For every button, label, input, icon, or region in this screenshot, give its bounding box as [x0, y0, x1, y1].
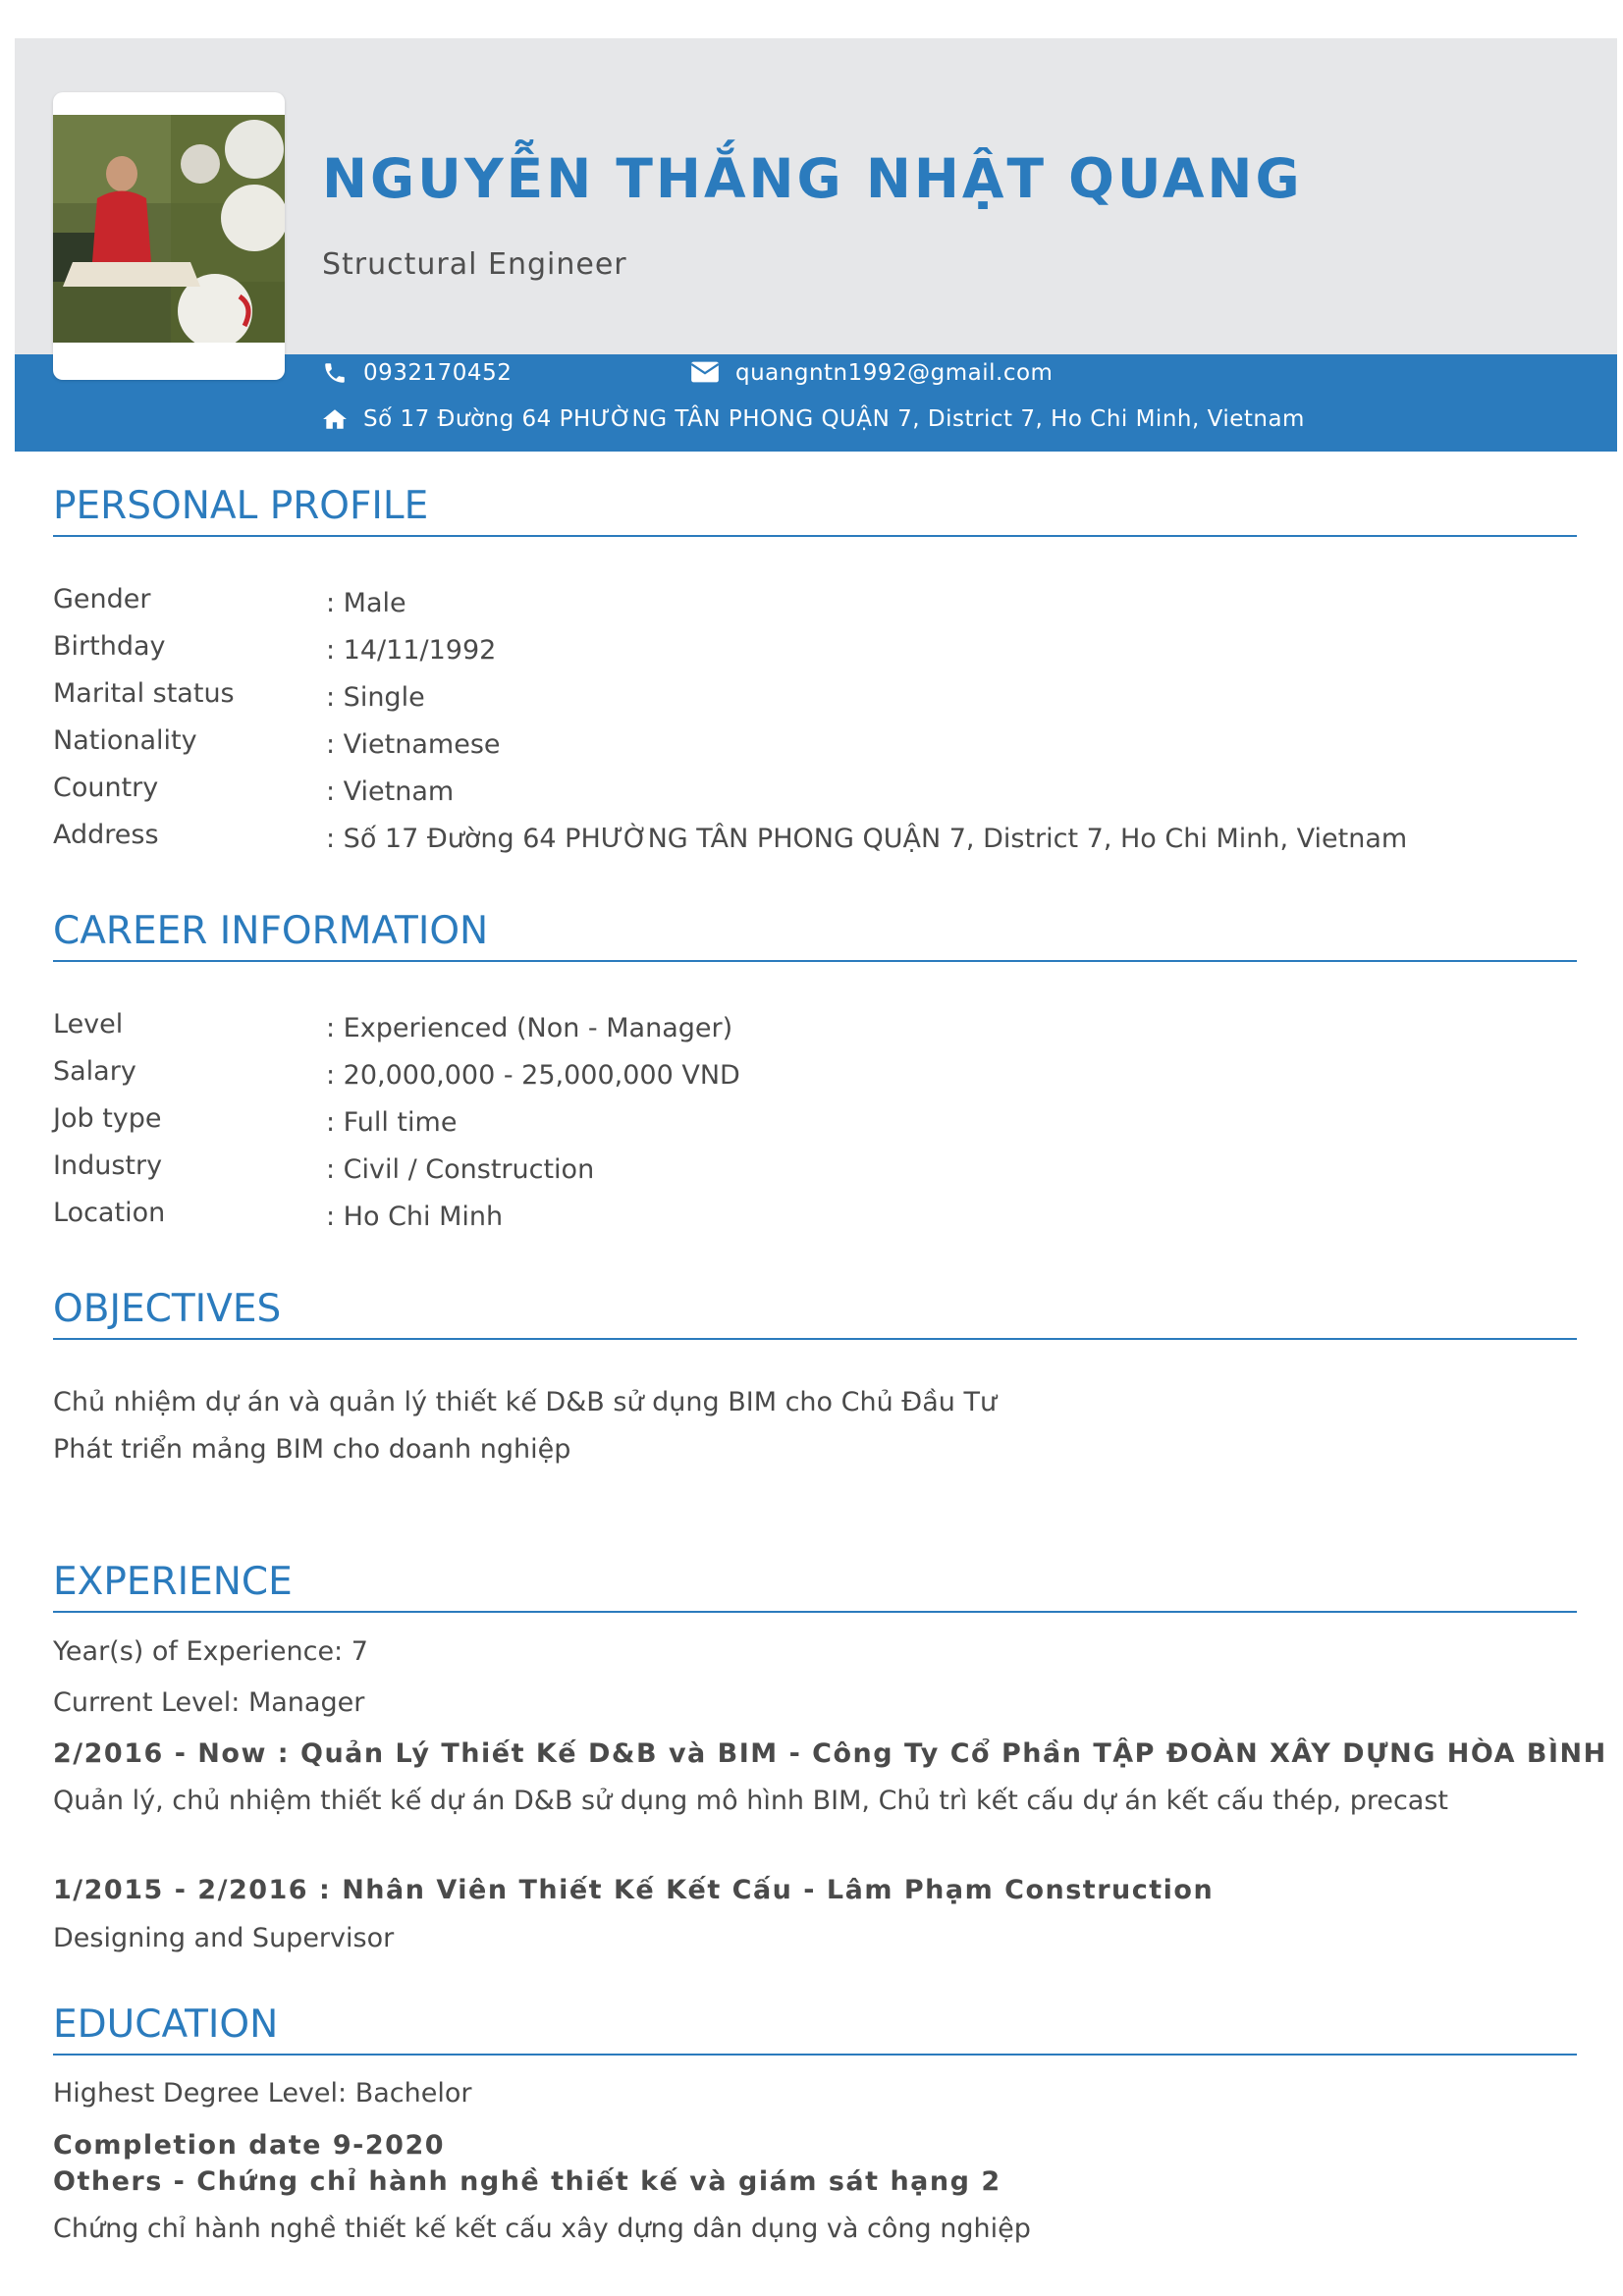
highest-degree: Highest Degree Level: Bachelor	[53, 2078, 472, 2109]
career-label: Job type	[53, 1103, 162, 1134]
email-address: quangntn1992@gmail.com	[735, 360, 1054, 386]
career-row-salary	[53, 1048, 740, 1095]
profile-photo-card	[53, 92, 285, 380]
profile-label: Country	[53, 773, 159, 803]
career-value: : Experienced (Non - Manager)	[326, 1013, 733, 1043]
profile-label: Address	[53, 820, 159, 850]
career-label: Level	[53, 1009, 124, 1040]
phone-icon	[322, 360, 348, 386]
profile-label: Birthday	[53, 631, 166, 662]
profile-row-nationality	[53, 718, 1407, 765]
profile-value: : Số 17 Đường 64 PHƯỜNG TÂN PHONG QUẬN 7, District 7, Ho Chi Minh, Vietnam	[326, 824, 1408, 854]
envelope-icon	[690, 360, 720, 386]
profile-value: : Male	[326, 588, 406, 618]
current-level: Current Level: Manager	[53, 1687, 365, 1718]
career-information-list	[53, 1001, 740, 1237]
address-contact	[322, 406, 1305, 432]
objective-line: Phát triển mảng BIM cho doanh nghiệp	[53, 1434, 571, 1465]
years-of-experience: Year(s) of Experience: 7	[53, 1636, 368, 1667]
profile-value: : Vietnam	[326, 776, 455, 807]
career-information-heading: CAREER INFORMATION	[53, 909, 1577, 962]
career-label: Salary	[53, 1056, 136, 1087]
career-row-location	[53, 1190, 740, 1237]
profile-label: Marital status	[53, 678, 235, 709]
job-heading: 2/2016 - Now : Quản Lý Thiết Kế D&B và BIM - Công Ty Cổ Phần TẬP ĐOÀN XÂY DỰNG HÒA BÌNH	[53, 1738, 1607, 1769]
career-label: Industry	[53, 1150, 163, 1181]
career-value: : Ho Chi Minh	[326, 1201, 504, 1232]
job-title: Structural Engineer	[322, 247, 627, 282]
job-description: Designing and Supervisor	[53, 1923, 395, 1953]
career-label: Location	[53, 1198, 166, 1228]
email-contact[interactable]	[690, 360, 1053, 386]
phone-number: 0932170452	[363, 360, 513, 386]
header-address: Số 17 Đường 64 PHƯỜNG TÂN PHONG QUẬN 7, District 7, Ho Chi Minh, Vietnam	[363, 406, 1305, 432]
profile-row-address	[53, 812, 1407, 859]
career-value: : Civil / Construction	[326, 1154, 595, 1185]
education-others: Others - Chứng chỉ hành nghề thiết kế và giám sát hạng 2	[53, 2166, 1001, 2197]
career-row-job-type	[53, 1095, 740, 1143]
personal-profile-list	[53, 576, 1407, 859]
objectives-heading: OBJECTIVES	[53, 1287, 1577, 1340]
candidate-name: NGUYỄN THẮNG NHẬT QUANG	[322, 147, 1303, 210]
profile-row-birthday	[53, 623, 1407, 670]
experience-heading: EXPERIENCE	[53, 1560, 1577, 1613]
objective-line: Chủ nhiệm dự án và quản lý thiết kế D&B sử dụng BIM cho Chủ Đầu Tư	[53, 1387, 998, 1417]
profile-value: : Vietnamese	[326, 729, 501, 760]
job-description: Quản lý, chủ nhiệm thiết kế dự án D&B sử dụng mô hình BIM, Chủ trì kết cấu dự án kết cấu thép, precast	[53, 1786, 1448, 1816]
career-value: : 20,000,000 - 25,000,000 VND	[326, 1060, 740, 1091]
job-heading: 1/2015 - 2/2016 : Nhân Viên Thiết Kế Kết Cấu - Lâm Phạm Construction	[53, 1875, 1215, 1905]
profile-row-marital-status	[53, 670, 1407, 718]
profile-value: : Single	[326, 682, 425, 713]
profile-value: : 14/11/1992	[326, 635, 497, 666]
personal-profile-heading: PERSONAL PROFILE	[53, 484, 1577, 537]
profile-label: Gender	[53, 584, 151, 614]
education-description: Chứng chỉ hành nghề thiết kế kết cấu xây dựng dân dụng và công nghiệp	[53, 2214, 1031, 2244]
profile-photo	[53, 115, 285, 343]
home-icon	[322, 406, 348, 432]
profile-row-country	[53, 765, 1407, 812]
profile-row-gender	[53, 576, 1407, 623]
career-value: : Full time	[326, 1107, 458, 1138]
education-heading: EDUCATION	[53, 2002, 1577, 2056]
phone-contact[interactable]	[322, 360, 512, 386]
career-row-level	[53, 1001, 740, 1048]
career-row-industry	[53, 1143, 740, 1190]
completion-date: Completion date 9-2020	[53, 2130, 446, 2161]
profile-label: Nationality	[53, 725, 197, 756]
